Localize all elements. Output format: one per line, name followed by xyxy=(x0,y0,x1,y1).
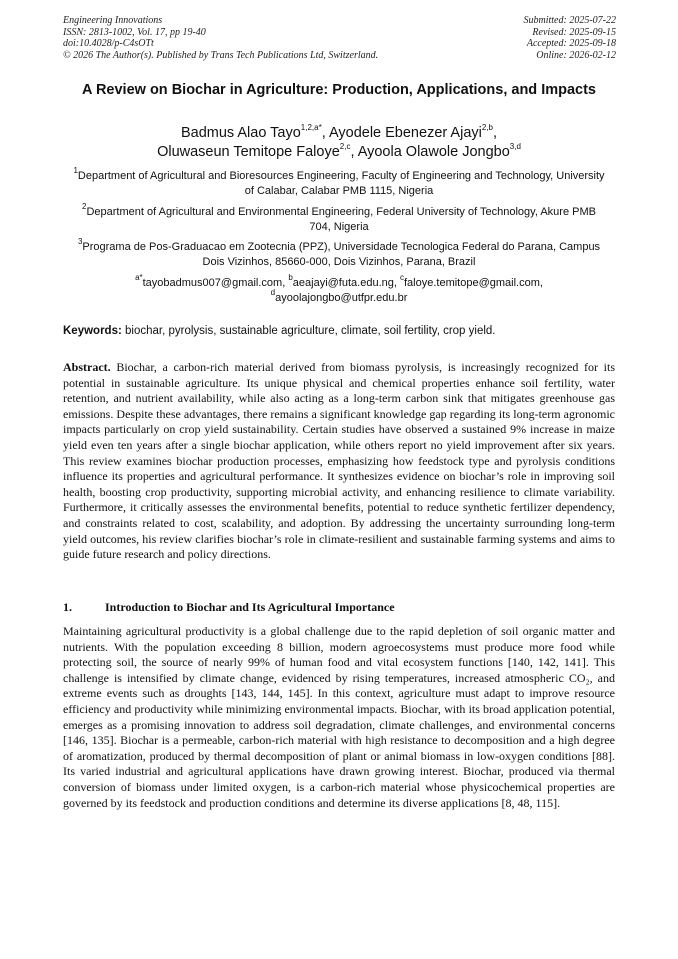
author-name: Badmus Alao Tayo xyxy=(180,125,301,141)
email-sup: c xyxy=(399,273,404,283)
header-dates xyxy=(524,15,617,61)
header-journal-info xyxy=(63,15,378,61)
section-title: Introduction to Biochar and Its Agricultural Importance xyxy=(105,600,395,614)
keywords-line xyxy=(63,324,615,338)
affiliation-sup: 1 xyxy=(73,166,78,176)
author-sep: , xyxy=(493,125,498,141)
email-sep: , xyxy=(282,277,289,289)
email-link[interactable]: tayobadmus007@gmail.com xyxy=(142,277,283,289)
affiliation-text: Department of Agricultural and Bioresources Engineering, Faculty of Engineering and Technology, University of Calabar, Calabar PMB 1115, Nigeria xyxy=(77,170,605,197)
author-name: Oluwaseun Temitope Faloye xyxy=(157,144,340,160)
author-name: Ayoola Olawole Jongbo xyxy=(357,144,510,160)
section-number: 1. xyxy=(63,600,72,614)
author-sup: 2,c xyxy=(339,142,351,152)
keywords-label: Keywords: xyxy=(63,325,122,337)
affiliation-text: Department of Agricultural and Environmental Engineering, Federal University of Technology, Akure PMB 704, Nigeria xyxy=(86,206,596,233)
author-name: Ayodele Ebenezer Ajayi xyxy=(328,125,482,141)
email-sup: a* xyxy=(135,273,143,283)
section-1-heading xyxy=(63,600,615,615)
email-sep: , xyxy=(539,277,543,289)
abstract-label: Abstract. xyxy=(63,360,111,374)
author-sup: 2,b xyxy=(481,123,493,133)
affiliation-sup: 3 xyxy=(77,237,83,247)
author-sup: 1,2,a* xyxy=(300,123,322,133)
section-1-paragraph: Maintaining agricultural productivity is a global challenge due to the rapid depletion of soil organic matter and nutrients. With the population exceeding 8 billion, modern agroecosystems must produce more food while protecting soil, the source of nearly 99% of human food and vital ecosystem functions [140, 142, 141]. This challenge is intensified by climate change, evidenced by rising temperatures, increased atmospheric CO₂, and extreme events such as droughts [143, 144, 145]. In this context, agriculture must adapt to improve resource efficiency and productivity while minimizing environmental impacts. Biochar, with its broad application potential, emerges as a promising innovation to address soil degradation, climate challenges, and environmental concerns [146, 135]. Biochar is a permeable, carbon-rich material with high resistance to decomposition and a high degree of aromatization, produced by thermal decomposition of plant or animal biomass in low-oxygen conditions [88]. Its varied industrial and agricultural applications have drawn growing interest. Biochar, produced via thermal conversion of biomass under limited oxygen, is a carbon-rich material whose physicochemical properties are governed by its feedstock and production conditions and determine its diverse applications [8, 48, 115]. xyxy=(63,624,615,810)
keywords-text: biochar, pyrolysis, sustainable agriculture, climate, soil fertility, crop yield. xyxy=(125,325,496,337)
abstract-text: Biochar, a carbon-rich material derived from biomass pyrolysis, is increasingly recognized for its potential in sustainable agriculture. Its unique physical and chemical properties enhance soil fertility, water retention, and nutrient availability, while also acting as a long-term carbon sink that mitigates greenhouse gas emissions. Despite these advantages, there remains a significant knowledge gap regarding its long-term agronomic impacts particularly on crop yield sustainability. Certain studies have observed a sustained 9% increase in maize yield even ten years after a single biochar application, while others report no yield improvement after six years. This review examines biochar production processes, emphasizing how feedstock type and pyrolysis conditions influence its properties and agricultural performance. It synthesizes evidence on biochar’s role in improving soil health, boosting crop productivity, supporting microbial activity, and enhancing resilience to climate variability. Furthermore, it critically assesses the environmental benefits, potential to reduce synthetic fertilizer dependency, and constraints related to cost, scalability, and adoption. By addressing the uncertainty surrounding long-term yield outcomes, his review clarifies biochar’s role in climate-resilient and sustainable farming systems and aims to guide future research and policy directions. xyxy=(63,360,615,562)
journal-name: Engineering Innovations xyxy=(63,15,163,26)
affiliation-text: Programa de Pos-Graduacao em Zootecnia (PPZ), Universidade Tecnologica Federal do Parana, Campus Dois Vizinhos, 85660-000, Dois Vizinhos, Parana, Brazil xyxy=(82,241,601,268)
online-date: Online: 2026-02-12 xyxy=(536,49,616,61)
email-sup: d xyxy=(270,287,276,297)
accepted-date: Accepted: 2025-09-18 xyxy=(526,38,616,49)
author-sup: 3,d xyxy=(509,142,521,152)
author-sep: , xyxy=(350,144,358,160)
paper-title: A Review on Biochar in Agriculture: Production, Applications, and Impacts xyxy=(81,82,596,98)
affiliation-2 xyxy=(70,202,608,234)
email-link[interactable]: aeajayi@futa.edu.ng xyxy=(292,277,394,289)
affiliation-sup: 2 xyxy=(82,202,87,212)
affiliation-1 xyxy=(70,166,608,198)
submitted-date: Submitted: 2025-07-22 xyxy=(523,15,616,26)
copyright-line: © 2026 The Author(s). Published by Trans Tech Publications Ltd, Switzerland. xyxy=(63,49,379,61)
author-list xyxy=(70,124,608,162)
abstract-paragraph xyxy=(63,360,615,563)
email-sup: b xyxy=(288,273,293,283)
author-sep: , xyxy=(321,125,329,141)
email-sep: , xyxy=(393,277,400,289)
email-link[interactable]: ayoolajongbo@utfpr.edu.br xyxy=(275,291,408,304)
affiliation-3 xyxy=(70,237,608,269)
issn-line: ISSN: 2813-1002, Vol. 17, pp 19-40 xyxy=(63,26,206,38)
author-emails xyxy=(70,273,608,305)
doi-line[interactable]: doi:10.4028/p-C4sOTt xyxy=(63,38,154,49)
revised-date: Revised: 2025-09-15 xyxy=(532,26,616,38)
email-link[interactable]: faloye.temitope@gmail.com xyxy=(403,277,540,289)
